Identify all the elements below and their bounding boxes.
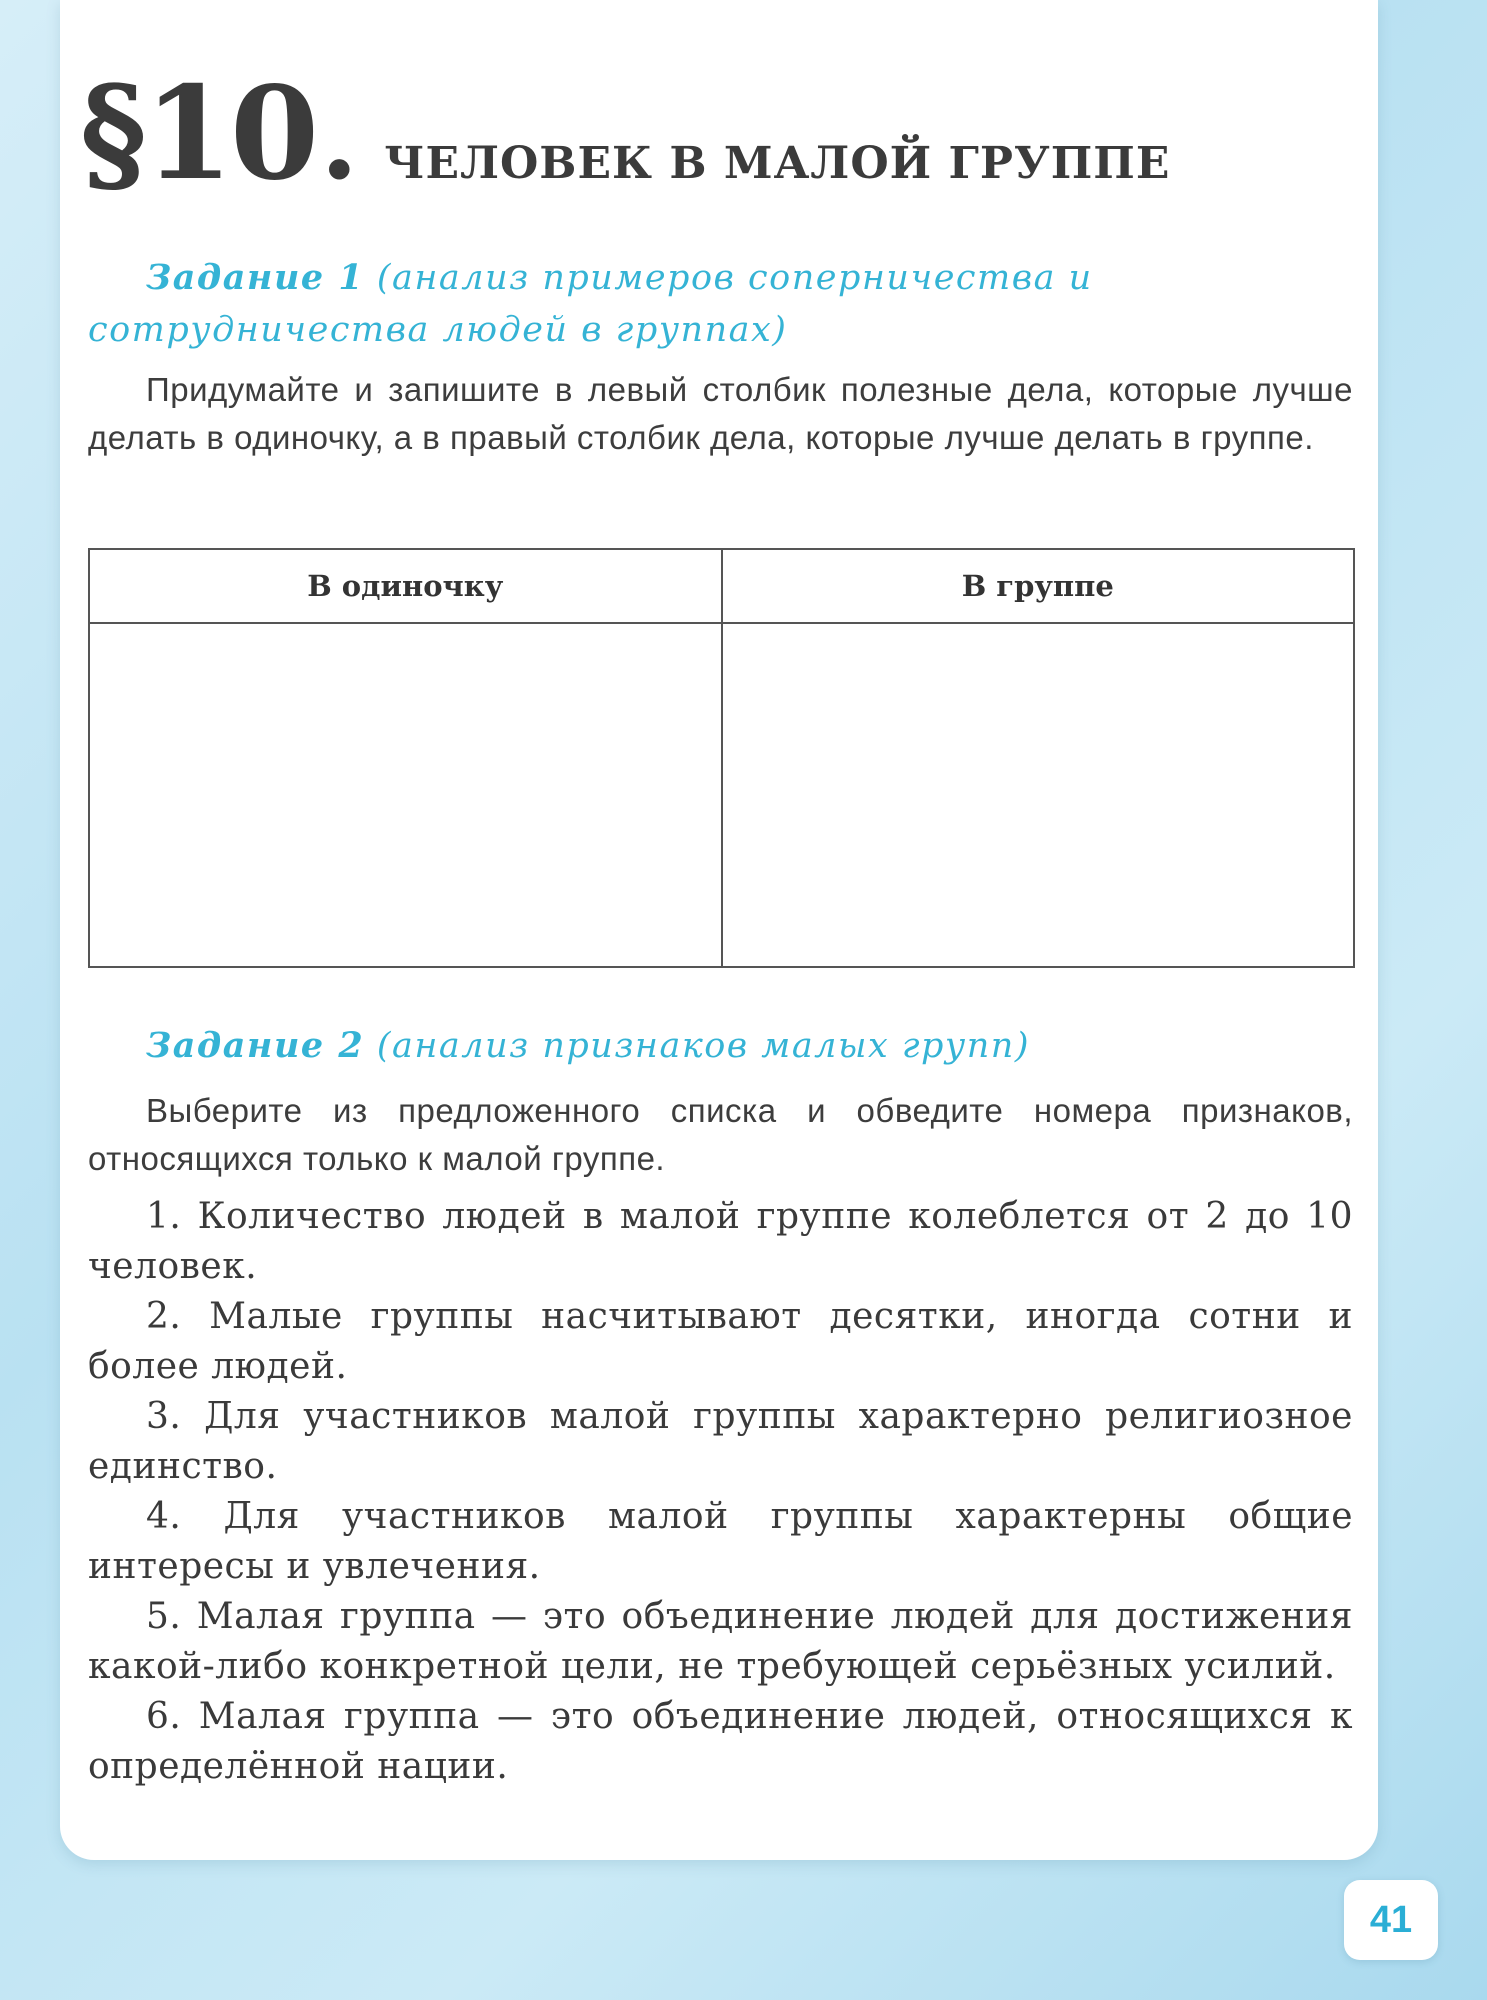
list-item[interactable]: 3. Для участников малой группы характерно религиозное единство. [88, 1396, 1353, 1487]
page-number: 41 [1344, 1880, 1438, 1960]
column-header-group: В группе [722, 549, 1355, 623]
list-item[interactable]: 2. Малые группы насчитывают десятки, иногда сотни и более людей. [88, 1296, 1353, 1387]
task2-title [146, 1020, 1030, 1072]
section-number: §10 [80, 59, 317, 209]
section-number-dot: . [320, 75, 359, 204]
task2-label: Задание 2 [146, 1025, 365, 1066]
task2-option-list [88, 1192, 1353, 1792]
answer-cell-alone[interactable] [89, 623, 722, 967]
list-item[interactable]: 1. Количество людей в малой группе колеблется от 2 до 10 человек. [88, 1196, 1353, 1287]
task1-title [88, 252, 1358, 356]
task2-instruction: Выберите из предложенного списка и обведите номера признаков, относящихся только к малой группе. [88, 1092, 1353, 1177]
column-header-alone: В одиночку [89, 549, 722, 623]
answer-cell-group[interactable] [722, 623, 1355, 967]
section-heading [80, 59, 1171, 209]
list-item[interactable]: 5. Малая группа — это объединение людей для достижения какой-либо конкретной цели, не требующей серьёзных усилий. [88, 1596, 1353, 1687]
task1-label: Задание 1 [146, 257, 365, 298]
task1-instruction: Придумайте и запишите в левый столбик полезные дела, которые лучше делать в одиночку, а в правый столбик дела, которые лучше делать в группе. [88, 371, 1353, 456]
task1-answer-table [88, 548, 1355, 968]
task1-subtitle: (анализ примеров соперничества и сотрудничества людей в группах) [88, 258, 1093, 350]
task2-subtitle: (анализ признаков малых групп) [376, 1026, 1030, 1066]
list-item[interactable]: 4. Для участников малой группы характерны общие интересы и увлечения. [88, 1496, 1353, 1587]
list-item[interactable]: 6. Малая группа — это объединение людей, относящихся к определённой нации. [88, 1696, 1353, 1787]
section-title: ЧЕЛОВЕК В МАЛОЙ ГРУППЕ [384, 138, 1171, 189]
